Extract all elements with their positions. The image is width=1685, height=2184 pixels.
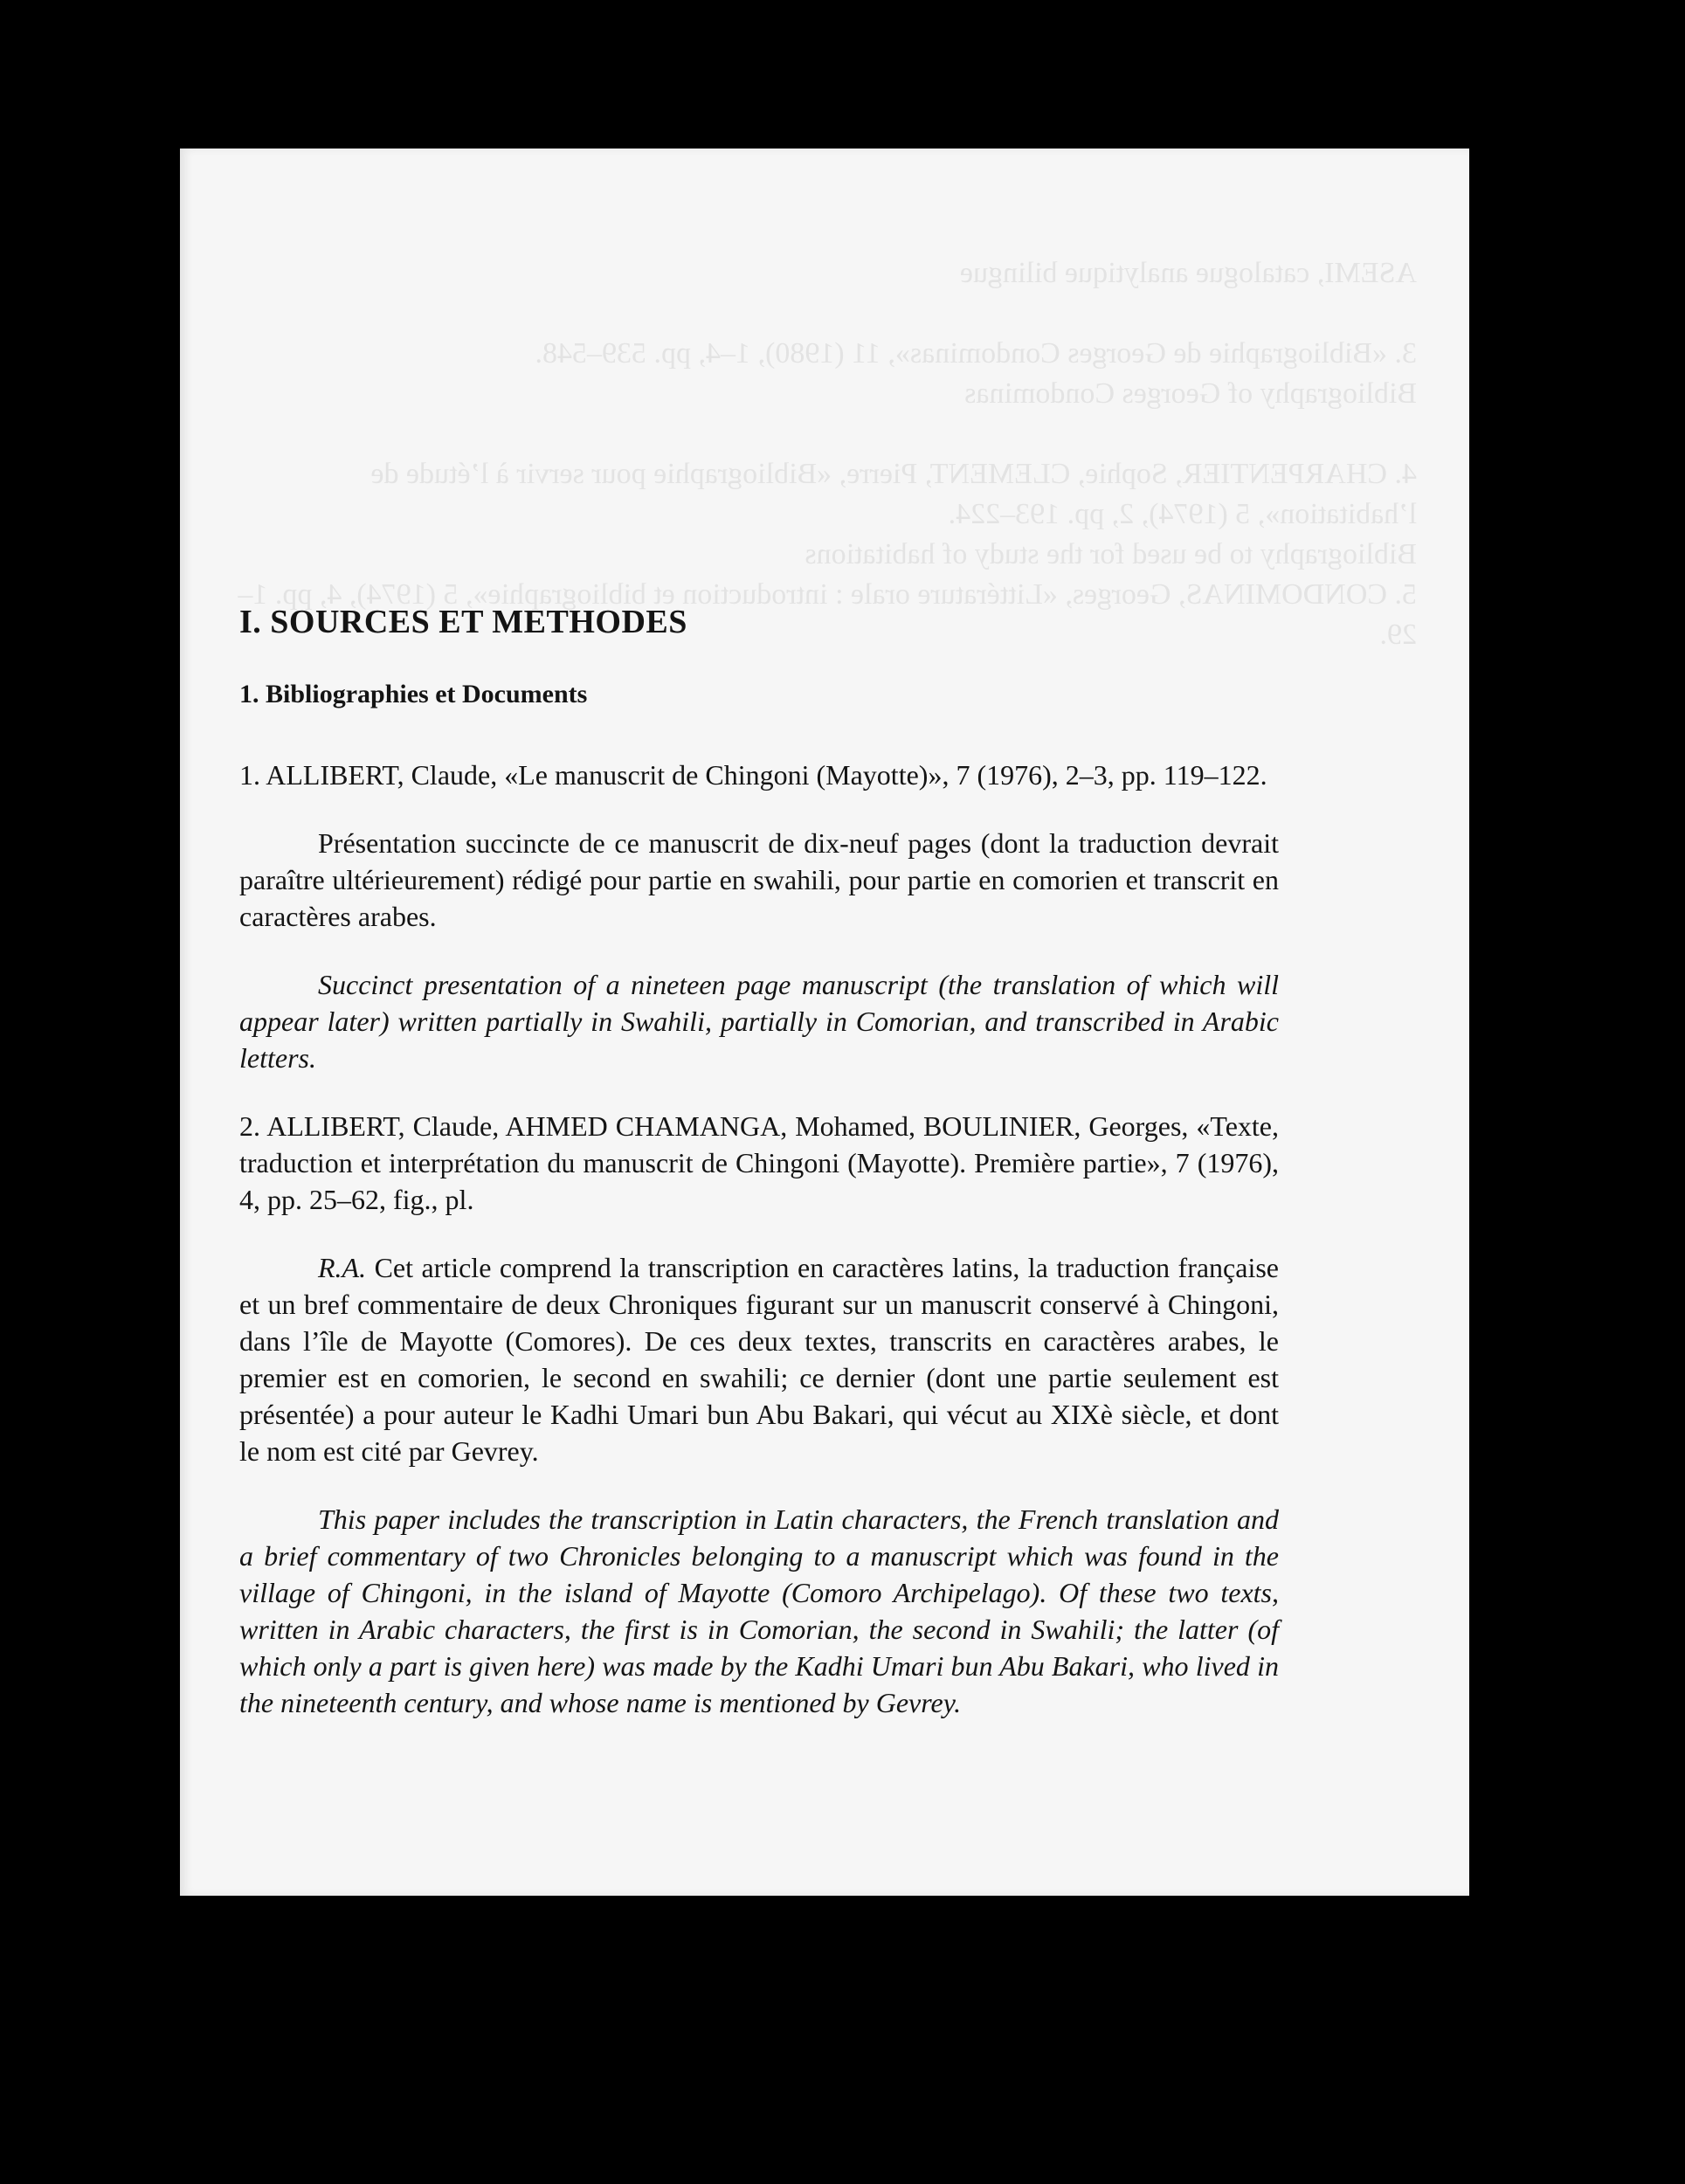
book-page xyxy=(180,149,1469,1896)
page-content xyxy=(239,603,1279,1752)
entry-summary-french xyxy=(239,1249,1279,1469)
reviewer-initials: R.A. xyxy=(318,1252,367,1283)
entry-summary-english: This paper includes the transcription in Latin characters, the French translation and a brief commentary of two Chronicles belonging to a manuscript which was found in the village of Chingoni, in the island of Mayotte (Comoro Archipelago). Of these two texts, written in Arabic characters, the first is in Comorian, the second in Swahili; the latter (of which only a part is given here) was made by the Kadhi Umari bun Abu Bakari, who lived in the nineteenth century, and whose name is mentioned by Gevrey. xyxy=(239,1503,1279,1718)
bibliography-entry-1 xyxy=(239,757,1279,1076)
show-through-text: ASEMI, catalogue analytique bilingue 3. «Bibliographie de Georges Condominas», 11 (1980), 1–4, pp. 539–548. Bibliography of Georges Condominas 4. CHARPENTIER, Sophie, CLEMENT, Pierre, «Bibliographie pour servir à l’étude de l’habitation», 5 (1974), 2, pp. 193–224. Bibliography to be used for the study of habitations 5. CONDOMINAS, Georges, «Littérature orale : introduction et bibliographie», 5 (1974), 4, pp. 1–29. xyxy=(238,257,1417,651)
bibliography-entry-2 xyxy=(239,1108,1279,1721)
sub-heading: 1. Bibliographies et Documents xyxy=(239,680,588,708)
entry-citation: 1. ALLIBERT, Claude, «Le manuscrit de Chingoni (Mayotte)», 7 (1976), 2–3, pp. 119–122. xyxy=(239,759,1267,791)
entry-summary-french: Présentation succincte de ce manuscrit de dix-neuf pages (dont la traduction devrait paraître ultérieurement) rédigé pour partie en swahili, pour partie en comorien et transcrit en caractères arabes. xyxy=(239,827,1279,932)
section-heading: I. SOURCES ET METHODES xyxy=(239,604,687,640)
summary-text: Cet article comprend la transcription en caractères latins, la traduction française et un bref commentaire de deux Chroniques figurant sur un manuscrit conservé à Chingoni, dans l’île de Mayotte (Comores). De ces deux textes, transcrits en caractères arabes, le premier est en comorien, le second en swahili; ce dernier (dont une partie seulement est présentée) a pour auteur le Kadhi Umari bun Abu Bakari, qui vécut au XIXè siècle, et dont le nom est cité par Gevrey. xyxy=(239,1252,1280,1467)
entry-summary-english: Succinct presentation of a nineteen page manuscript (the translation of which will appear later) written partially in Swahili, partially in Comorian, and transcribed in Arabic letters. xyxy=(239,969,1279,1074)
entry-citation: 2. ALLIBERT, Claude, AHMED CHAMANGA, Mohamed, BOULINIER, Georges, «Texte, traduction et interprétation du manuscrit de Chingoni (Mayotte). Première partie», 7 (1976), 4, pp. 25–62, fig., pl. xyxy=(239,1110,1279,1215)
